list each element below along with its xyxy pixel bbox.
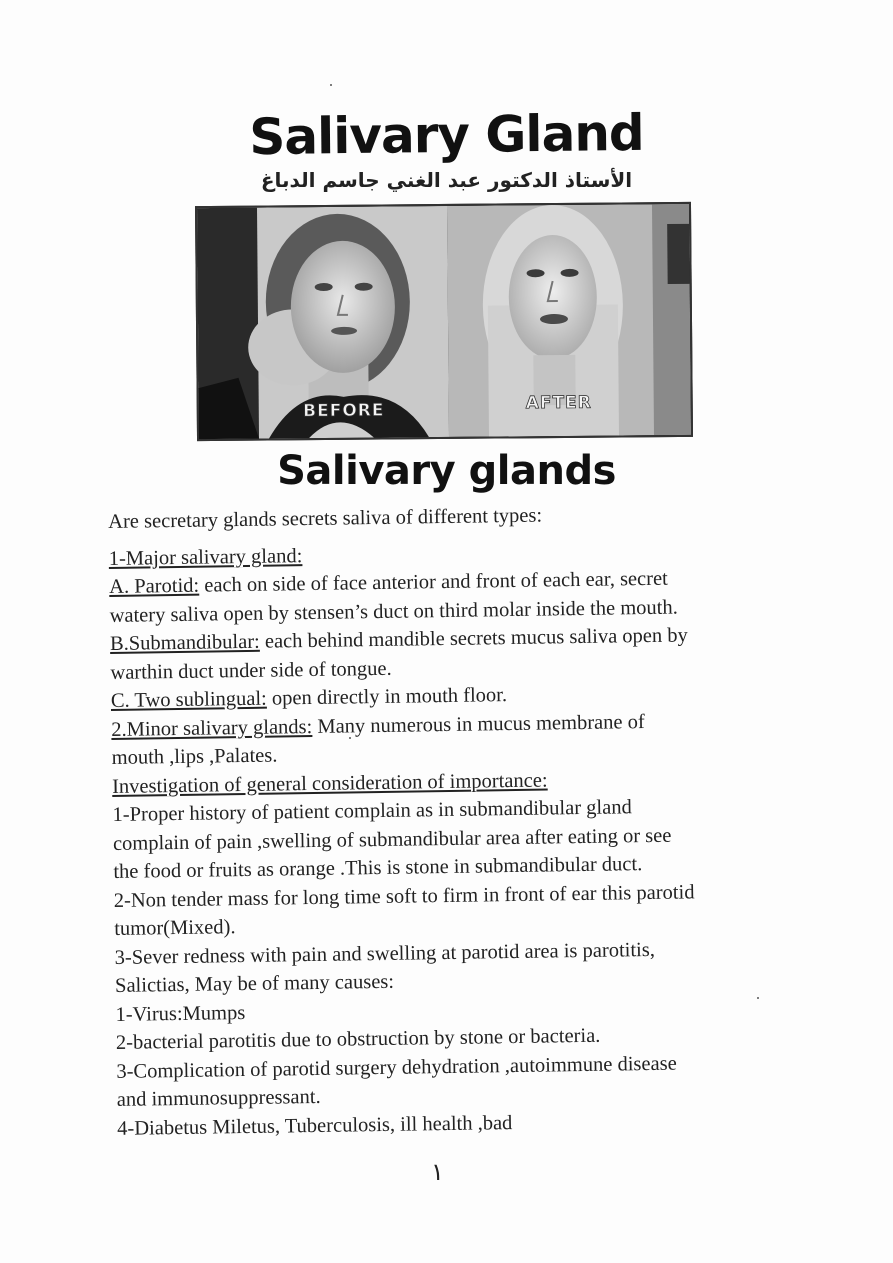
submandibular-line-continued: warthin duct under side of tongue. xyxy=(110,657,392,684)
sublingual-label: C. Two sublingual: xyxy=(110,687,267,712)
body-line: 3-Sever redness with pain and swelling at parotid area is parotitis, xyxy=(114,938,656,969)
minor-gland-line-continued: mouth ,lips ,Palates. xyxy=(111,744,278,769)
body-line: 3-Complication of parotid surgery dehydration ,autoimmune disease xyxy=(116,1052,677,1083)
author-name-arabic: الأستاذ الدكتور عبد الغني جاسم الدباغ xyxy=(260,168,633,192)
parotid-label: A. Parotid: xyxy=(109,574,200,598)
before-after-photo-graphic xyxy=(197,204,691,439)
scan-speck xyxy=(330,84,332,86)
body-line: 1-Virus:Mumps xyxy=(115,1001,246,1026)
before-after-photo xyxy=(195,202,693,441)
before-label: BEFORE xyxy=(303,400,385,422)
body-line: tumor(Mixed). xyxy=(114,916,236,940)
section-title: Salivary glands xyxy=(277,448,616,494)
body-line: 2-bacterial parotitis due to obstruction by stone or bacteria. xyxy=(115,1024,601,1054)
submandibular-text: each behind mandible secrets mucus saliva open by xyxy=(259,624,688,653)
investigation-heading-text: Investigation of general consideration of importance: xyxy=(111,769,548,798)
intro-line: Are secretary glands secrets saliva of different types: xyxy=(108,504,543,533)
minor-gland-text: Many numerous in mucus membrane of xyxy=(312,710,645,738)
body-line: complain of pain ,swelling of submandibular area after eating or see xyxy=(112,824,672,855)
minor-gland-label: 2.Minor salivary glands: xyxy=(111,715,313,741)
parotid-line-continued: watery saliva open by stensen’s duct on third molar inside the mouth. xyxy=(109,596,678,627)
body-line: 1-Proper history of patient complain as in submandibular gland xyxy=(112,796,632,826)
body-line: 4-Diabetus Miletus, Tuberculosis, ill health ,bad xyxy=(117,1111,513,1140)
page-number: ١ xyxy=(431,1160,444,1186)
page-title: Salivary Gland xyxy=(249,103,644,167)
major-gland-heading-text: 1-Major salivary gland: xyxy=(108,544,303,570)
body-line: Salictias, May be of many causes: xyxy=(114,970,395,997)
body-text xyxy=(108,498,797,1143)
sublingual-text: open directly in mouth floor. xyxy=(266,684,508,710)
after-label: AFTER xyxy=(525,392,592,414)
body-line: and immunosuppressant. xyxy=(116,1085,321,1111)
body-line: the food or fruits as orange .This is stone in submandibular duct. xyxy=(113,853,643,883)
body-line: 2-Non tender mass for long time soft to firm in front of ear this parotid xyxy=(113,880,695,912)
parotid-text: each on side of face anterior and front of each ear, secret xyxy=(198,567,668,597)
submandibular-label: B.Submandibular: xyxy=(109,630,260,655)
